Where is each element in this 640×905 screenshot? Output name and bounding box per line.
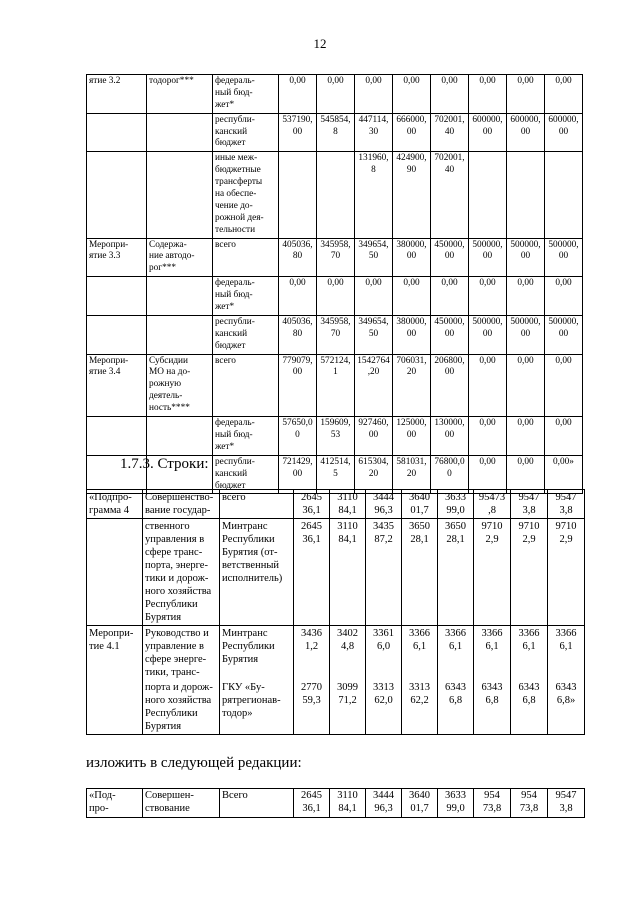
table-value-cell: 424900, 90 [393, 152, 431, 238]
table-cell-c1 [87, 152, 147, 238]
table-value-cell: 3361 6,0 [366, 626, 402, 681]
table-value-cell: 9710 2,9 [548, 519, 585, 626]
table-row [87, 277, 583, 316]
table-value-cell: 721429, 00 [279, 455, 317, 494]
table-value-cell: 0,00 [507, 455, 545, 494]
table-value-cell: 0,00 [393, 75, 431, 114]
table-cell-c3: всего [213, 238, 279, 277]
table-value-cell: 500000, 00 [545, 315, 583, 354]
table-value-cell: 0,00 [545, 75, 583, 114]
table-value-cell: 1542764 ,20 [355, 354, 393, 416]
table-value-cell: 3313 62,2 [402, 680, 438, 735]
table-value-cell: 450000, 00 [431, 315, 469, 354]
subprogram-table-old [86, 489, 585, 735]
table-value-cell: 500000, 00 [507, 238, 545, 277]
table-cell-c3: Всего [220, 789, 294, 818]
table-cell-c2: Руководство и управление в сфере энерге- тики, транс- [143, 626, 220, 681]
table-value-cell: 380000, 00 [393, 315, 431, 354]
table-value-cell: 0,00 [545, 354, 583, 416]
table-cell-c1 [87, 519, 143, 626]
subprogram-table-new [86, 788, 585, 818]
table-cell-c1 [87, 680, 143, 735]
table-value-cell: 3099 71,2 [330, 680, 366, 735]
table-value-cell: 779079, 00 [279, 354, 317, 416]
table-row [87, 680, 585, 735]
table-cell-c3: республи- канский бюджет [213, 315, 279, 354]
table-value-cell: 405036, 80 [279, 238, 317, 277]
table-value-cell: 702001, 40 [431, 152, 469, 238]
table-value-cell: 6343 6,8 [511, 680, 548, 735]
table-value-cell: 125000, 00 [393, 417, 431, 456]
table-value-cell: 3650 28,1 [402, 519, 438, 626]
table-cell-c3: Минтранс Республики Бурятия (от- ветственный исполнитель) [220, 519, 294, 626]
table-value-cell: 380000, 00 [393, 238, 431, 277]
table-value-cell: 0,00 [431, 75, 469, 114]
table-value-cell: 76800,0 0 [431, 455, 469, 494]
table-value-cell: 3110 84,1 [330, 789, 366, 818]
table-cell-c1: Меропри- ятие 3.4 [87, 354, 147, 416]
table-value-cell: 6343 6,8» [548, 680, 585, 735]
table-row [87, 519, 585, 626]
table-value-cell: 405036, 80 [279, 315, 317, 354]
budget-table-continued [86, 74, 583, 494]
table-value-cell: 3444 96,3 [366, 789, 402, 818]
table-row [87, 238, 583, 277]
table-value-cell: 0,00 [469, 417, 507, 456]
table-value-cell: 345958, 70 [317, 315, 355, 354]
table-value-cell: 2645 36,1 [294, 519, 330, 626]
table-cell-c3: республи- канский бюджет [213, 113, 279, 152]
table-value-cell: 3366 6,1 [511, 626, 548, 681]
table-value-cell: 349654, 50 [355, 238, 393, 277]
table-value-cell: 600000, 00 [507, 113, 545, 152]
section-heading-new-edition: изложить в следующей редакции: [86, 755, 302, 771]
table-cell-c3: республи- канский бюджет [213, 455, 279, 494]
table-value-cell: 3633 99,0 [438, 490, 474, 519]
table-cell-c2 [147, 315, 213, 354]
table-value-cell: 706031, 20 [393, 354, 431, 416]
table-value-cell: 537190, 00 [279, 113, 317, 152]
page-number: 12 [313, 36, 327, 51]
table-value-cell: 0,00 [469, 455, 507, 494]
table-value-cell: 345958, 70 [317, 238, 355, 277]
table-value-cell: 0,00 [355, 75, 393, 114]
table-value-cell: 0,00 [279, 277, 317, 316]
table-value-cell: 412514, 5 [317, 455, 355, 494]
table-cell-c2: порта и дорож- ного хозяйства Республики Бурятия [143, 680, 220, 735]
table-value-cell: 0,00 [469, 277, 507, 316]
table-value-cell: 2645 36,1 [294, 490, 330, 519]
table-cell-c3: Минтранс Республики Бурятия [220, 626, 294, 681]
table-cell-c3: федераль- ный бюд- жет* [213, 75, 279, 114]
table-value-cell: 666000, 00 [393, 113, 431, 152]
table-value-cell: 954 73,8 [474, 789, 511, 818]
table-value-cell: 206800, 00 [431, 354, 469, 416]
table-value-cell: 3633 99,0 [438, 789, 474, 818]
table-value-cell: 95473 ,8 [474, 490, 511, 519]
table-value-cell: 702001, 40 [431, 113, 469, 152]
table-row [87, 152, 583, 238]
table-cell-c1: ятие 3.2 [87, 75, 147, 114]
table-value-cell: 0,00 [355, 277, 393, 316]
table-value-cell: 159609, 53 [317, 417, 355, 456]
table-value-cell [279, 152, 317, 238]
table-value-cell: 9710 2,9 [474, 519, 511, 626]
table-cell-c2: тодорог*** [147, 75, 213, 114]
table-cell-c3: иные меж- бюджетные трансферты на обеспе- чение до- рожной дея- тельности [213, 152, 279, 238]
table-value-cell [507, 152, 545, 238]
table-cell-c3: всего [220, 490, 294, 519]
table-value-cell: 3650 28,1 [438, 519, 474, 626]
table-row [87, 113, 583, 152]
table-value-cell: 6343 6,8 [438, 680, 474, 735]
table-value-cell: 3640 01,7 [402, 490, 438, 519]
table-cell-c2 [147, 152, 213, 238]
section-heading-rows: 1.7.3. Строки: [120, 456, 209, 472]
table-cell-c3: ГКУ «Бу- рятрегионав- тодор» [220, 680, 294, 735]
table-value-cell [469, 152, 507, 238]
table-value-cell: 0,00 [431, 277, 469, 316]
table-value-cell: 500000, 00 [545, 238, 583, 277]
table-value-cell: 3110 84,1 [330, 490, 366, 519]
table-value-cell: 0,00 [317, 75, 355, 114]
table-value-cell: 581031, 20 [393, 455, 431, 494]
table-value-cell: 131960, 8 [355, 152, 393, 238]
table-value-cell: 3366 6,1 [474, 626, 511, 681]
table-row [87, 490, 585, 519]
table-cell-c2 [147, 277, 213, 316]
table-value-cell: 3436 1,2 [294, 626, 330, 681]
table-value-cell: 3313 62,0 [366, 680, 402, 735]
table-row [87, 626, 585, 681]
table-value-cell: 0,00 [507, 277, 545, 316]
table-cell-c1 [87, 417, 147, 456]
table-value-cell: 3366 6,1 [402, 626, 438, 681]
table-value-cell: 9547 3,8 [511, 490, 548, 519]
table-row [87, 417, 583, 456]
table-value-cell: 9547 3,8 [548, 490, 585, 519]
table-value-cell [317, 152, 355, 238]
table-value-cell: 3435 87,2 [366, 519, 402, 626]
table-value-cell: 3640 01,7 [402, 789, 438, 818]
table-value-cell: 3366 6,1 [438, 626, 474, 681]
table-cell-c1 [87, 113, 147, 152]
table-value-cell: 0,00 [507, 75, 545, 114]
table-value-cell: 6343 6,8 [474, 680, 511, 735]
table-value-cell: 0,00 [469, 75, 507, 114]
table-cell-c2: ственного управления в сфере транс- порта, энерге- тики и дорож- ного хозяйства Республики Бурятия [143, 519, 220, 626]
table-value-cell: 3366 6,1 [548, 626, 585, 681]
table-cell-c3: всего [213, 354, 279, 416]
table-value-cell: 0,00 [545, 417, 583, 456]
table-value-cell: 0,00 [393, 277, 431, 316]
table-value-cell: 0,00» [545, 455, 583, 494]
table-value-cell: 615304, 20 [355, 455, 393, 494]
table-value-cell: 0,00 [469, 354, 507, 416]
table-value-cell: 0,00 [279, 75, 317, 114]
table-value-cell: 130000, 00 [431, 417, 469, 456]
table-value-cell: 0,00 [507, 417, 545, 456]
table-value-cell: 9547 3,8 [548, 789, 585, 818]
table-value-cell: 954 73,8 [511, 789, 548, 818]
table-row [87, 315, 583, 354]
table-cell-c1 [87, 277, 147, 316]
table-value-cell: 0,00 [545, 277, 583, 316]
table-value-cell: 3110 84,1 [330, 519, 366, 626]
table-cell-c1: «Под- про- [87, 789, 143, 818]
table-cell-c1 [87, 315, 147, 354]
table-cell-c3: федераль- ный бюд- жет* [213, 417, 279, 456]
table-value-cell: 0,00 [317, 277, 355, 316]
table-value-cell: 2770 59,3 [294, 680, 330, 735]
table-cell-c2: Субсидии МО на до- рожную деятель- ность**** [147, 354, 213, 416]
table-value-cell: 600000, 00 [469, 113, 507, 152]
table-value-cell: 572124, 1 [317, 354, 355, 416]
table-value-cell: 447114, 30 [355, 113, 393, 152]
table-cell-c1: Меропри- ятие 3.3 [87, 238, 147, 277]
table-value-cell: 9710 2,9 [511, 519, 548, 626]
table-value-cell: 927460, 00 [355, 417, 393, 456]
table-value-cell: 3444 96,3 [366, 490, 402, 519]
table-row [87, 354, 583, 416]
table-row [87, 789, 585, 818]
table-value-cell: 500000, 00 [507, 315, 545, 354]
table-value-cell: 3402 4,8 [330, 626, 366, 681]
table-value-cell: 500000, 00 [469, 238, 507, 277]
table-value-cell: 545854, 8 [317, 113, 355, 152]
table-value-cell: 500000, 00 [469, 315, 507, 354]
table-cell-c2 [147, 113, 213, 152]
table-value-cell: 600000, 00 [545, 113, 583, 152]
table-cell-c3: федераль- ный бюд- жет* [213, 277, 279, 316]
table-value-cell [545, 152, 583, 238]
table-value-cell: 349654, 50 [355, 315, 393, 354]
table-row [87, 75, 583, 114]
table-cell-c1: Меропри- тие 4.1 [87, 626, 143, 681]
table-value-cell: 57650,0 0 [279, 417, 317, 456]
table-cell-c2: Содержа- ние автодо- рог*** [147, 238, 213, 277]
table-cell-c2 [147, 417, 213, 456]
table-cell-c1: «Подпро- грамма 4 [87, 490, 143, 519]
table-value-cell: 450000, 00 [431, 238, 469, 277]
table-cell-c2: Совершен- ствование [143, 789, 220, 818]
table-value-cell: 0,00 [507, 354, 545, 416]
table-cell-c2: Совершенство- вание государ- [143, 490, 220, 519]
table-value-cell: 2645 36,1 [294, 789, 330, 818]
